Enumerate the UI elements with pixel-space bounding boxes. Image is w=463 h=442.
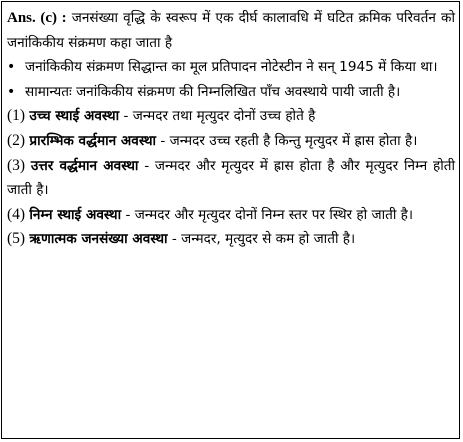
answer-paragraph [7, 6, 455, 55]
stage-4 [7, 203, 455, 228]
stage-description: - जन्मदर उच्च रहती है किन्तु मृत्युदर में ह्रास होता है। [156, 132, 418, 149]
stage-number: (2) [7, 131, 26, 149]
answer-text: जनसंख्या वृद्धि के स्वरूप में एक दीर्घ कालावधि में घटित क्रमिक परिवर्तन को जनांकिकीय संक्रमण कहा जाता है [7, 10, 455, 51]
stage-description: - जन्मदर तथा मृत्युदर दोनों उच्च होते है [119, 108, 316, 125]
bullet-icon: • [7, 83, 16, 100]
bullet-icon: • [7, 59, 16, 76]
stage-name: प्रारम्भिक वर्द्धमान अवस्था [29, 132, 157, 149]
stage-description: - जन्मदर, मृत्युदर से कम हो जाती है। [167, 231, 356, 248]
stage-description: - जन्मदर और मृत्युदर में ह्रास होता है और मृत्युदर निम्न होती जाती है। [7, 157, 455, 199]
stage-name: उच्च स्थाई अवस्था [29, 108, 120, 125]
bullet-paragraph-1 [7, 55, 455, 80]
stage-description: - जन्मदर और मृत्युदर दोनों निम्न स्तर पर स्थिर हो जाती है। [121, 206, 414, 223]
stage-number: (4) [7, 205, 26, 223]
stage-name: उत्तर वर्द्धमान अवस्था [30, 157, 139, 174]
stage-5 [7, 227, 455, 252]
stage-number: (3) [7, 156, 26, 174]
bullet-text-1: जनांकिकीय संक्रमण सिद्धान्त का मूल प्रतिपादन नोटेस्टीन ने सन् 1945 में किया था। [25, 59, 438, 76]
stage-name: ऋणात्मक जनसंख्या अवस्था [29, 231, 168, 248]
stage-3 [7, 154, 455, 203]
stage-1 [7, 104, 455, 129]
answer-box [1, 1, 460, 439]
stage-number: (1) [7, 107, 26, 125]
bullet-paragraph-2 [7, 80, 455, 105]
answer-label: Ans. (c) : [7, 10, 67, 26]
stage-2 [7, 129, 455, 154]
stage-number: (5) [7, 230, 26, 248]
bullet-text-2: सामान्यतः जनांकिकीय संक्रमण की निम्नलिखित पाँच अवस्थाये पायी जाती है। [25, 83, 401, 100]
stage-name: निम्न स्थाई अवस्था [29, 206, 122, 223]
